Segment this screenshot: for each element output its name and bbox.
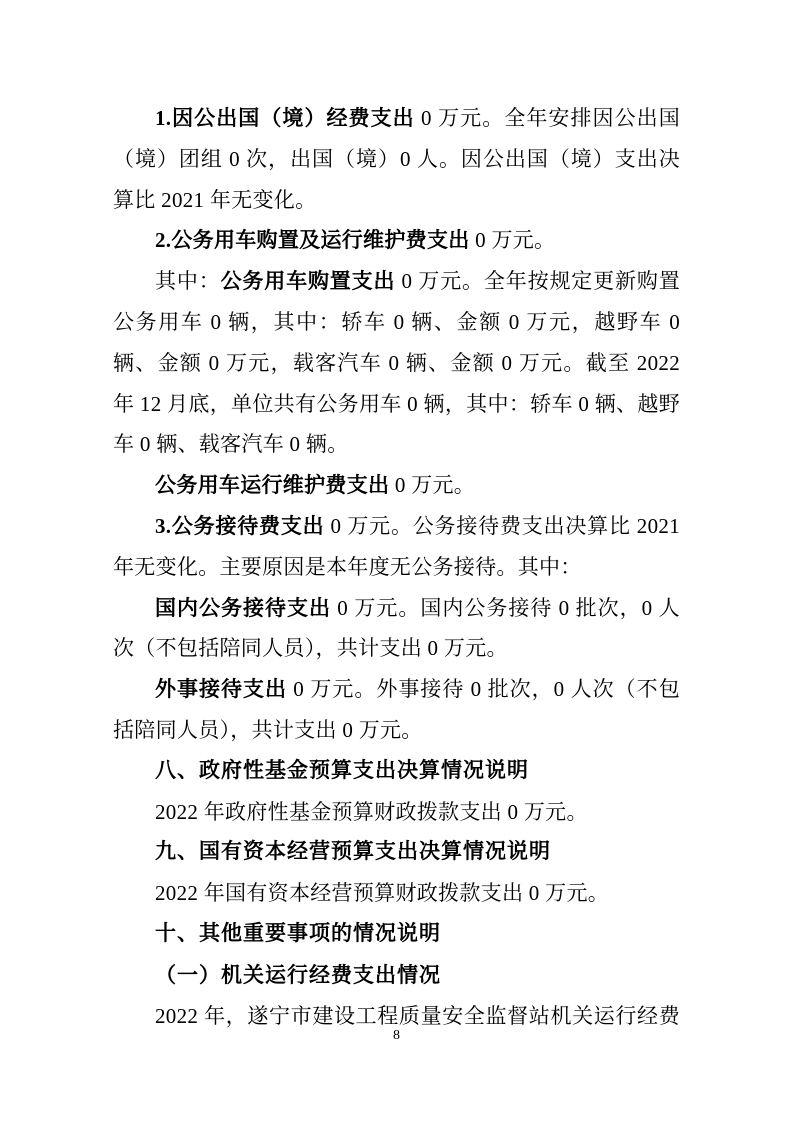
text-run: 0 万元。国内公务接待 0 批次，0 人次（不包括陪同人员），共计支出 0 万元。 (113, 595, 680, 661)
heading-section-9-state-capital-budget: 九、国有资本经营预算支出决算情况说明 (155, 840, 551, 864)
paragraph-agency-operating-expense: 2022 年，遂宁市建设工程质量安全监督站机关运行经费 (155, 1003, 680, 1028)
bold-lead-foreign-reception: 外事接待支出 (155, 677, 288, 702)
paragraph-vehicle-purchase-maintenance-total (113, 220, 680, 261)
paragraph-state-capital-expense: 2022 年国有资本经营预算财政拨款支出 0 万元。 (155, 881, 610, 906)
bold-lead-outbound-travel: 1.因公出国（境）经费支出 (155, 106, 415, 130)
paragraph-vehicle-maintenance (113, 465, 680, 506)
page-number: 8 (393, 1028, 400, 1043)
paragraph-domestic-reception (113, 588, 680, 670)
paragraph-vehicle-purchase-detail (113, 261, 680, 465)
bold-lead-vehicle-maintenance: 公务用车运行维护费支出 (155, 473, 390, 498)
text-run: 0 万元。全年按规定更新购置公务用车 0 辆，其中：轿车 0 辆、金额 0 万元，越野车 0 辆、金额 0 万元，载客汽车 0 辆、金额 0 万元。截至 2022 年 12 月底，单位共有公务用车 0 辆，其中：轿车 0 辆、越野车 0 辆、载客汽车 0 辆。 (113, 269, 681, 457)
text-run: 其中： (155, 269, 221, 294)
heading-section-10-other-matters: 十、其他重要事项的情况说明 (155, 921, 441, 945)
paragraph-foreign-reception (113, 669, 680, 751)
paragraph-official-reception (113, 506, 680, 588)
heading-section-8-gov-fund-budget: 八、政府性基金预算支出决算情况说明 (155, 758, 529, 782)
bold-lead-vehicle-total: 2.公务用车购置及运行维护费支出 (155, 228, 470, 253)
text-run: 0 万元。全年安排因公出国（境）团组 0 次，出国（境）0 人。因公出国（境）支出决算比 2021 年无变化。 (113, 106, 681, 212)
document-body (113, 98, 680, 1036)
bold-lead-domestic-reception: 国内公务接待支出 (155, 595, 332, 620)
subheading-agency-operating-expense: （一）机关运行经费支出情况 (155, 962, 441, 987)
text-run: 0 万元。 (469, 228, 556, 253)
bold-lead-official-reception: 3.公务接待费支出 (155, 513, 325, 538)
text-run: 0 万元。外事接待 0 批次，0 人次（不包括陪同人员），共计支出 0 万元。 (113, 677, 680, 742)
paragraph-gov-fund-expense: 2022 年政府性基金预算财政拨款支出 0 万元。 (155, 799, 588, 824)
bold-lead-vehicle-purchase: 公务用车购置支出 (220, 269, 396, 294)
paragraph-outbound-travel-expense (113, 98, 680, 220)
text-run: 0 万元。公务接待费支出决算比 2021 年无变化。主要原因是本年度无公务接待。其中： (113, 513, 680, 579)
text-run: 0 万元。 (389, 473, 476, 498)
